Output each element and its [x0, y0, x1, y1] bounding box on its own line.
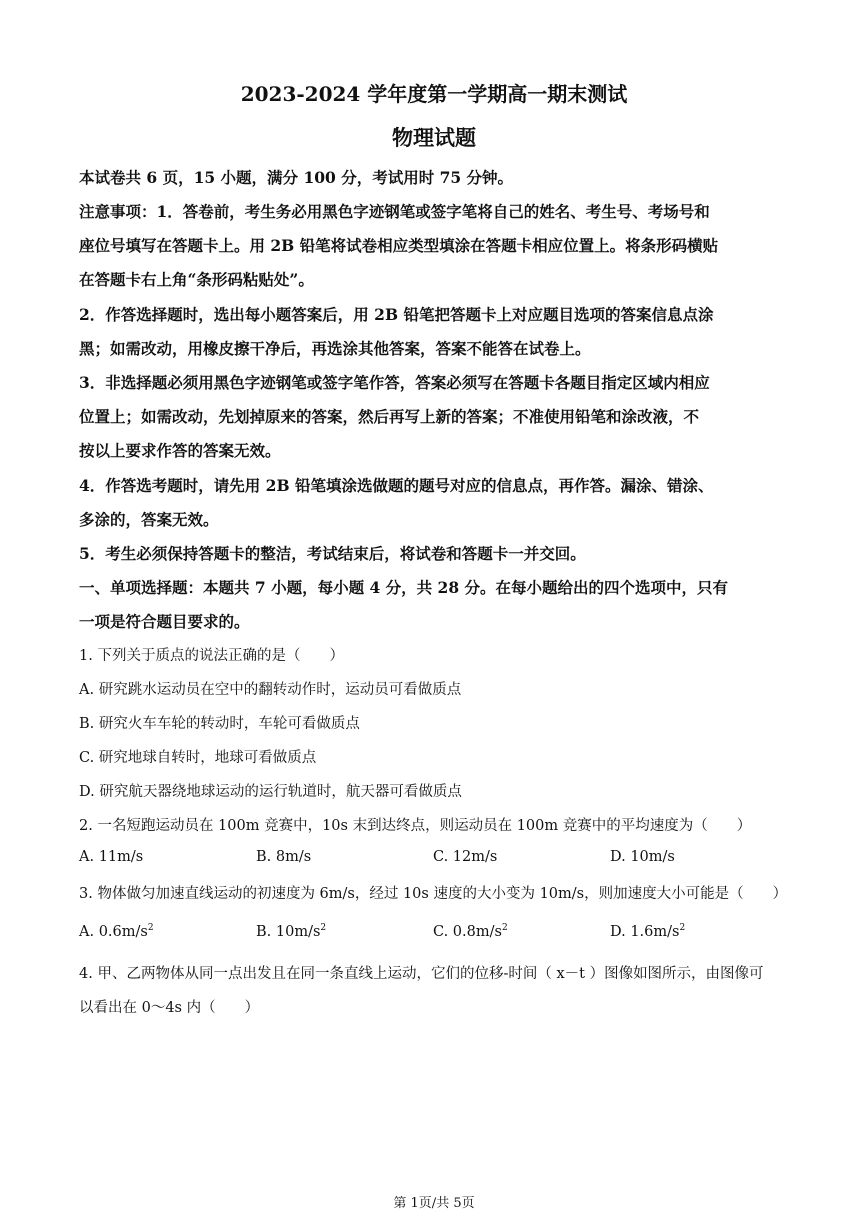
page-footer: 第 1页/共 5页 [393, 1196, 475, 1211]
note-line: 黑；如需改动，用橡皮擦干净后，再选涂其他答案，答案不能答在试卷上。 [79, 339, 591, 358]
question-2-option-d: D. 10m/s [610, 849, 675, 865]
question-1-option-d: D. 研究航天器绕地球运动的运行轨道时，航天器可看做质点 [79, 784, 462, 800]
exponent: 2 [320, 923, 327, 933]
note-line: 位置上；如需改动，先划掉原来的答案，然后再写上新的答案；不准使用铅笔和涂改液，不 [79, 407, 700, 426]
section-heading: 一项是符合题目要求的。 [79, 612, 250, 631]
page-subtitle: 物理试题 [392, 125, 476, 150]
question-1-option-c: C. 研究地球自转时，地球可看做质点 [79, 750, 317, 766]
question-2-option-c: C. 12m/s [433, 849, 498, 865]
intro-line: 本试卷共 6 页，15 小题，满分 100 分，考试用时 75 分钟。 [79, 168, 514, 187]
exponent: 2 [501, 923, 508, 933]
note-line: 座位号填写在答题卡上。用 2B 铅笔将试卷相应类型填涂在答题卡相应位置上。将条形码横贴 [79, 236, 719, 255]
question-1-stem: 1. 下列关于质点的说法正确的是（ ） [79, 648, 344, 664]
exponent: 2 [679, 923, 686, 933]
exponent: 2 [147, 923, 154, 933]
question-2-option-a: A. 11m/s [79, 849, 144, 865]
question-1-option-a: A. 研究跳水运动员在空中的翻转动作时，运动员可看做质点 [79, 682, 462, 698]
note-line: 注意事项：1．答卷前，考生务必用黑色字迹钢笔或签字笔将自己的姓名、考生号、考场号和 [79, 202, 710, 221]
note-line: 3．非选择题必须用黑色字迹钢笔或签字笔作答，答案必须写在答题卡各题目指定区域内相应 [79, 373, 710, 392]
question-2-stem: 2. 一名短跑运动员在 100m 竞赛中，10s 末到达终点，则运动员在 100m 竞赛中的平均速度为（ ） [79, 818, 752, 834]
note-line: 在答题卡右上角“条形码粘贴处”。 [79, 270, 314, 289]
question-3-option-c: C. $0.8m/s^2$ [433, 923, 508, 940]
note-line: 按以上要求作答的答案无效。 [79, 441, 281, 460]
question-4-stem: 4. 甲、乙两物体从同一点出发且在同一条直线上运动，它们的位移-时间（ x－t ）图像如图所示，由图像可 [79, 966, 764, 982]
question-3-option-a: A. $0.6m/s^2$ [79, 923, 154, 940]
note-line: 4．作答选考题时，请先用 2B 铅笔填涂选做题的题号对应的信息点，再作答。漏涂、错涂、 [79, 476, 714, 495]
question-3-option-d: D. $1.6m/s^2$ [610, 923, 686, 940]
page-title: 2023-2024 学年度第一学期高一期末测试 [240, 82, 628, 106]
note-line: 2．作答选择题时，选出每小题答案后，用 2B 铅笔把答题卡上对应题目选项的答案信息点涂 [79, 305, 714, 324]
question-3-option-b: B. $10m/s^2$ [256, 923, 327, 940]
question-4-stem-continued: 以看出在 0～4s 内（ ） [79, 1000, 260, 1016]
question-1-option-b: B. 研究火车车轮的转动时，车轮可看做质点 [79, 716, 360, 732]
section-heading: 一、单项选择题：本题共 7 小题，每小题 4 分，共 28 分。在每小题给出的四个选项中，只有 [79, 578, 729, 597]
note-line: 多涂的，答案无效。 [79, 510, 219, 529]
question-2-option-b: B. 8m/s [256, 849, 312, 865]
question-3-stem: 3. 物体做匀加速直线运动的初速度为 6m/s，经过 10s 速度的大小变为 10m/s，则加速度大小可能是（ ） [79, 886, 788, 902]
note-line: 5．考生必须保持答题卡的整洁，考试结束后，将试卷和答题卡一并交回。 [79, 544, 586, 563]
